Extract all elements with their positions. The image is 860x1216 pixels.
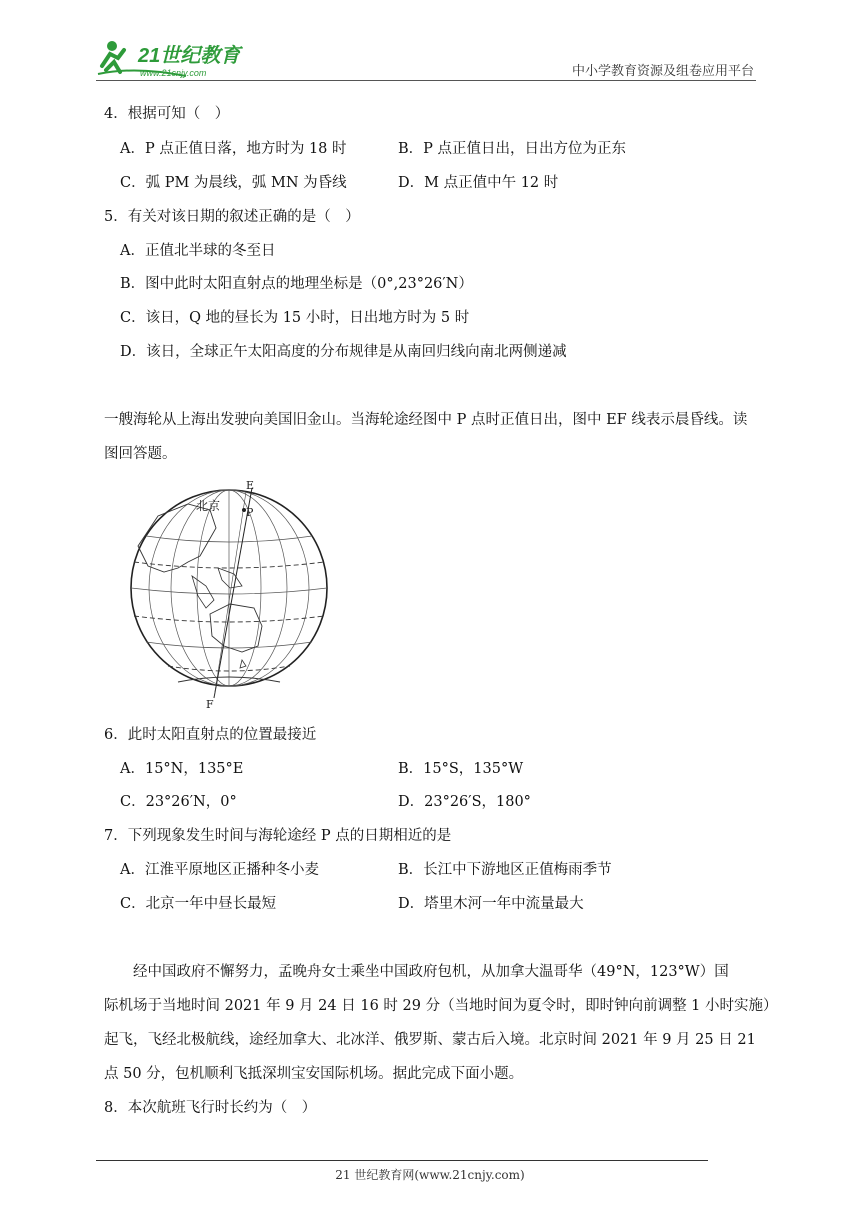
globe-figure bbox=[118, 476, 340, 710]
q6-option-b: B．15°S，135°W bbox=[398, 761, 524, 777]
passage1-line1: 一艘海轮从上海出发驶向美国旧金山。当海轮途经图中 P 点时正值日出，图中 EF 线表示晨昏线。读 bbox=[104, 412, 748, 428]
footer-divider bbox=[96, 1160, 708, 1161]
q7-option-d: D．塔里木河一年中流量最大 bbox=[398, 896, 584, 912]
q4-option-a: A．P 点正值日落，地方时为 18 时 bbox=[120, 141, 347, 157]
q4-option-c: C．弧 PM 为晨线，弧 MN 为昏线 bbox=[120, 175, 347, 191]
q5-stem: 5．有关对该日期的叙述正确的是（ ） bbox=[104, 209, 360, 225]
q4-stem: 4．根据可知（ ） bbox=[104, 106, 230, 122]
passage2-line3: 起飞，飞经北极航线，途经加拿大、北冰洋、俄罗斯、蒙古后入境。北京时间 2021 年 9 月 25 日 21 bbox=[104, 1032, 756, 1048]
q5-option-c: C．该日，Q 地的昼长为 15 小时，日出地方时为 5 时 bbox=[120, 310, 470, 326]
p-label: P bbox=[246, 506, 254, 519]
passage2-line1: 经中国政府不懈努力，孟晚舟女士乘坐中国政府包机，从加拿大温哥华（49°N，123°W）国 bbox=[104, 964, 729, 980]
q5-option-a: A．正值北半球的冬至日 bbox=[120, 243, 276, 259]
logo-graphic bbox=[96, 36, 266, 82]
q6-option-d: D．23°26′S，180° bbox=[398, 794, 531, 810]
passage2-line2: 际机场于当地时间 2021 年 9 月 24 日 16 时 29 分（当地时间为夏令时，即时钟向前调整 1 小时实施） bbox=[104, 998, 778, 1014]
header-platform-text: 中小学教育资源及组卷应用平台 bbox=[571, 64, 754, 79]
q6-option-c: C．23°26′N，0° bbox=[120, 794, 237, 810]
q7-stem: 7．下列现象发生时间与海轮途经 P 点的日期相近的是 bbox=[104, 828, 452, 844]
q6-option-a: A．15°N，135°E bbox=[120, 761, 244, 777]
passage2-line4: 点 50 分，包机顺利飞抵深圳宝安国际机场。据此完成下面小题。 bbox=[104, 1066, 524, 1082]
q5-option-b: B．图中此时太阳直射点的地理坐标是（0°,23°26′N） bbox=[120, 276, 473, 292]
footer-text: 21 世纪教育网(www.21cnjy.com) bbox=[335, 1168, 525, 1182]
e-label: E bbox=[246, 479, 255, 492]
q4-option-b: B．P 点正值日出，日出方位为正东 bbox=[398, 141, 627, 157]
globe-svg bbox=[118, 476, 340, 710]
q7-option-b: B．长江中下游地区正值梅雨季节 bbox=[398, 862, 612, 878]
q7-option-c: C．北京一年中昼长最短 bbox=[120, 896, 277, 912]
site-logo bbox=[96, 36, 266, 82]
q4-option-d: D．M 点正值中午 12 时 bbox=[398, 175, 559, 191]
beijing-label: 北京 bbox=[196, 499, 221, 513]
logo-sub-text: www.21cnjy.com bbox=[140, 68, 207, 78]
f-label: F bbox=[206, 698, 214, 710]
q8-stem: 8．本次航班飞行时长约为（ ） bbox=[104, 1100, 317, 1116]
header-divider bbox=[96, 80, 756, 81]
q7-option-a: A．江淮平原地区正播种冬小麦 bbox=[120, 862, 319, 878]
logo-main-text: 21世纪教育 bbox=[138, 45, 241, 67]
passage1-line2: 图回答题。 bbox=[104, 446, 177, 462]
q5-option-d: D．该日，全球正午太阳高度的分布规律是从南回归线向南北两侧递减 bbox=[120, 344, 567, 360]
q6-stem: 6．此时太阳直射点的位置最接近 bbox=[104, 727, 317, 743]
